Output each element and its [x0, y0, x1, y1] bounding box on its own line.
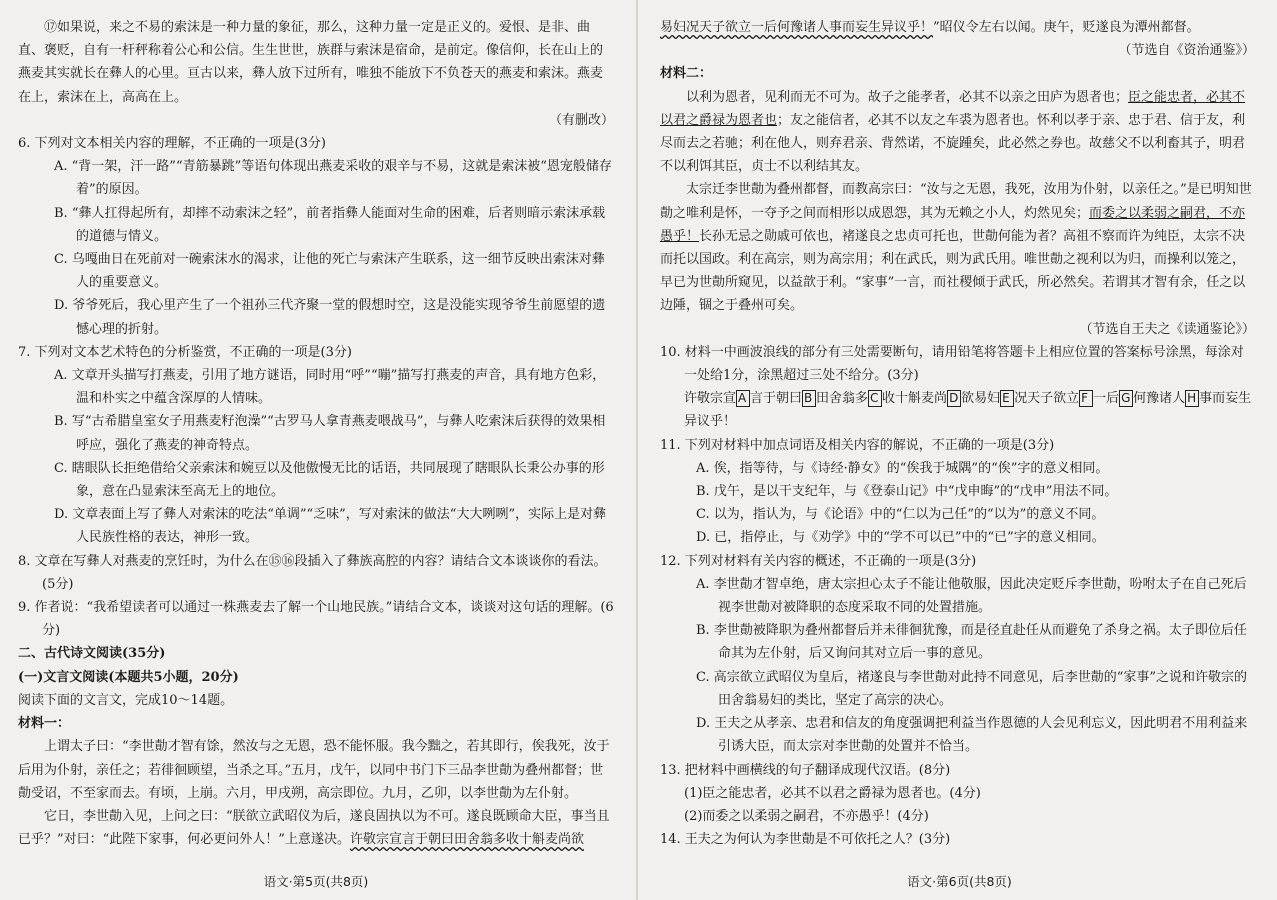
- question-10-sentence: [660, 387, 1255, 433]
- seg-8: 事而: [1199, 391, 1226, 407]
- option-7d: D. 文章表面上写了彝人对索沫的吃法“单调”“乏味”，写对索沫的做法“大大咧咧”，实际上是对彝人民族性格的表达，神形一致。: [54, 507, 607, 546]
- material-1-para-2-text: 它日，李世勣入见，上问之曰：“朕欲立武昭仪为后，遂良固执以为不可。遂良既顾命大臣，事当且已乎？”对曰：“此陛下家事，何必更问外人！”上意遂决。: [18, 808, 610, 848]
- option-7b: B. 写“古希腊皇室女子用燕麦籽泡澡”“古罗马人拿青燕麦喂战马”，与彝人吃索沫后获得的效果相呼应，强化了燕麦的神奇特点。: [54, 414, 606, 453]
- instruction: 阅读下面的文言文，完成10～14题。: [18, 692, 234, 708]
- question-14: 14. 王夫之为何认为李世勣是不可依托之人？(3分): [660, 832, 951, 848]
- seg-4: 欲易妇: [961, 391, 1001, 407]
- m2p2-text-a: 太宗迁李世勣为叠州都督，而教高宗曰：“汝与之无恩，我死，汝用为仆射，以亲任之。”是已明知世勣之唯利是怀，一夺予之间而相形以成恩怨，其为无赖之小人，灼然见矣；: [660, 182, 1252, 221]
- material-2-label: 材料二：: [660, 66, 713, 82]
- option-11a: A. 俟，指等待，与《诗经·静女》的“俟我于城隅”的“俟”字的意义相同。: [696, 460, 1109, 476]
- page-divider: [636, 0, 638, 900]
- seg-6: 一后: [1093, 391, 1120, 407]
- m2p1-text-c: ；友之能信者，必其不以友之车裘为恩者也。怀利以孝于亲、忠于君、信于友，利尽而去之若驰；利在他人，则弃君亲、背然诺，不旋踵矣，此必然之券也。故慈父不以利畜其子，明君不以利饵其臣，贞士不以利结其友。: [660, 112, 1246, 175]
- option-6b: B. “彝人扛得起所有，却摔不动索沫之轻”，前者指彝人能面对生命的困难，后者则暗示索沫承载的道德与情义。: [54, 205, 606, 244]
- seg-7: 何豫诸人: [1133, 391, 1186, 407]
- option-11c: C. 以为，指认为，与《论语》中的“仁以为己任”的“以为”的意义不同。: [696, 507, 1105, 523]
- source-2: （节选自王夫之《读通鉴论》）: [1079, 321, 1255, 337]
- page-footer-left: 语文·第5页(共8页): [263, 874, 369, 889]
- seg-0: 许敬宗宣: [684, 391, 737, 407]
- mark-c[interactable]: C: [868, 390, 882, 407]
- option-11b: B. 戊午，是以干支纪年，与《登泰山记》中“戊申晦”的“戊申”用法不同。: [696, 484, 1118, 500]
- page-6: [642, 0, 1277, 900]
- material-2-para-1: [660, 86, 1255, 179]
- material-2-para-2: [660, 178, 1255, 317]
- material-1-continuation: [660, 16, 1255, 39]
- page-5: [0, 0, 632, 900]
- seg-9: 妄生异议乎！: [684, 391, 1252, 430]
- option-7a: A. 文章开头描写打燕麦，引用了地方谜语，同时用“呼”“嘣”描写打燕麦的声音，具有地方色彩，温和朴实之中蕴含深厚的人情味。: [54, 368, 606, 407]
- material-1-label: 材料一：: [18, 716, 71, 732]
- mark-b[interactable]: B: [802, 390, 816, 407]
- option-6a: A. “背一架，汗一路”“青筋暴跳”等语句体现出燕麦采收的艰辛与不易，这就是索沫被“恩宠般储存着”的原因。: [54, 159, 612, 198]
- m2p2-text-c: 长孙无忌之勋戚可依也，褚遂良之忠贞可托也，世勣何能为者？高祖不察而许为纯臣，太宗不决而托以国政。利在高宗，则为高宗用；利在武氏，则为武氏用。唯世勣之视利以为归，而操利以笼之，早已为世勣所窥见，以益歆于利。“家事”一言，而社稷倾于武氏，所必然矣。若谓其才智有余，任之以边陲，锢之于叠州可矣。: [660, 228, 1246, 314]
- wavy-underlined-continuation: 易妇况天子欲立一后何豫诸人事而妄生异议乎！: [660, 20, 934, 35]
- question-12: 12. 下列对材料有关内容的概述，不正确的一项是(3分): [660, 553, 977, 569]
- question-10: 10. 材料一中画波浪线的部分有三处需要断句，请用铅笔将答题卡上相应位置的答案标号涂黑，每涂对一处给1分，涂黑超过三处不给分。(3分): [660, 344, 1244, 384]
- option-6c: C. 乌嘎曲日在死前对一碗索沫水的渴求，让他的死亡与索沫产生联系，这一细节反映出索沫对彝人的重要意义。: [54, 252, 605, 291]
- paragraph-17: ⑰如果说，来之不易的索沫是一种力量的象征，那么，这种力量一定是正义的。爱恨、是非、曲直、褒贬，自有一杆秤称着公心和公信。生生世世，族群与索沫是宿命，是前定。像信仰，长在山上的燕麦其实就长在彝人的心里。亘古以来，彝人放下过所有，唯独不能放下不负苍天的燕麦和索沫。燕麦在上，索沫在上，高高在上。: [18, 20, 604, 105]
- question-8: 8. 文章在写彝人对燕麦的烹饪时，为什么在⑮⑯段插入了彝族高腔的内容？请结合文本谈谈你的看法。(5分): [18, 553, 607, 592]
- question-11: 11. 下列对材料中加点词语及相关内容的解说，不正确的一项是(3分): [660, 437, 1055, 453]
- seg-1: 言于朝曰: [750, 391, 803, 407]
- option-7c: C. 瞎眼队长拒绝借给父亲索沫和婉豆以及他傲慢无比的话语，共同展现了瞎眼队长秉公办事的形象，意在凸显索沫至高无上的地位。: [54, 460, 605, 500]
- question-13-part-2: (2)而委之以柔弱之嗣君，不亦愚乎！(4分): [684, 808, 929, 824]
- mark-d[interactable]: D: [947, 390, 961, 407]
- mark-e[interactable]: E: [1000, 390, 1014, 407]
- material-1-para-2: [18, 805, 614, 851]
- section-2-heading: 二、古代诗文阅读(35分): [18, 646, 166, 662]
- seg-2: 田舍翁多: [816, 391, 869, 407]
- m2p1-text-a: 以利为恩者，见利而无不可为。故子之能孝者，必其不以亲之田庐为恩者也；: [686, 89, 1129, 105]
- option-12c: C. 高宗欲立武昭仪为皇后，褚遂良与李世勣对此持不同意见，后李世勣的“家事”之说和许敬宗的田舍翁易妇的类比，坚定了高宗的决心。: [696, 669, 1248, 708]
- option-12b: B. 李世勣被降职为叠州都督后并未徘徊犹豫，而是径直赴任从而避免了杀身之祸。太子即位后任命其为左仆射，后又询问其对立后一事的意见。: [696, 623, 1247, 662]
- question-13: 13. 把材料中画横线的句子翻译成现代汉语。(8分): [660, 762, 951, 778]
- question-9: 9. 作者说：“我希望读者可以通过一株燕麦去了解一个山地民族。”请结合文本，谈谈对这句话的理解。(6分): [18, 600, 614, 639]
- mark-a[interactable]: A: [736, 390, 750, 407]
- seg-5: 况天子欲立: [1014, 391, 1080, 407]
- section-2a-heading: (一)文言文阅读(本题共5小题，20分): [18, 669, 239, 685]
- option-12d: D. 王夫之从孝亲、忠君和信友的角度强调把利益当作恩德的人会见利忘义，因此明君不用利益来引诱大臣，而太宗对李世勣的处置并不恰当。: [696, 716, 1248, 755]
- mark-g[interactable]: G: [1119, 390, 1133, 407]
- question-7: 7. 下列对文本艺术特色的分析鉴赏，不正确的一项是(3分): [18, 344, 352, 360]
- option-6d: D. 爷爷死后，我心里产生了一个祖孙三代齐聚一堂的假想时空，这是没能实现爷爷生前愿望的遗憾心理的折射。: [54, 298, 606, 337]
- continuation-text: ”昭仪令左右以闻。庚午，贬遂良为潭州都督。: [933, 20, 1200, 35]
- wavy-underlined-sentence: 许敬宗宣言于朝曰田舍翁多收十斛麦尚欲: [349, 832, 584, 848]
- underlined-sentence-1: 臣之能忠者，必其不以君之爵禄为恩者也: [660, 89, 1246, 128]
- source-note: （有删改）: [548, 112, 614, 128]
- option-11d: D. 已，指停止，与《劝学》中的“学不可以已”中的“已”字的意义相同。: [696, 530, 1105, 546]
- option-12a: A. 李世勣才智卓绝，唐太宗担心太子不能让他敬服，因此决定贬斥李世勣，吩咐太子在自己死后视李世勣对被降职的态度采取不同的处置措施。: [696, 576, 1247, 616]
- question-13-part-1: (1)臣之能忠者，必其不以君之爵禄为恩者也。(4分): [684, 785, 981, 801]
- question-6: 6. 下列对文本相关内容的理解，不正确的一项是(3分): [18, 136, 326, 152]
- mark-f[interactable]: F: [1079, 390, 1093, 407]
- page-footer-right: 语文·第6页(共8页): [907, 874, 1012, 889]
- material-1-para-1: 上谓太子曰：“李世勣才智有馀，然汝与之无恩，恐不能怀服。我今黜之，若其即行，俟我死，汝于后用为仆射，亲任之；若徘徊顾望，当杀之耳。”五月，戊午，以同中书门下三品李世勣为叠州都督；世勣受诏，不至家而去。有顷，上崩。六月，甲戌朔，高宗即位。九月，乙卯，以李世勣为左仆射。: [18, 739, 610, 801]
- underlined-sentence-2: 而委之以柔弱之嗣君，不亦愚乎！: [660, 205, 1246, 244]
- seg-3: 收十斛麦尚: [882, 391, 948, 407]
- mark-h[interactable]: H: [1185, 390, 1199, 407]
- source-1: （节选自《资治通鉴》）: [1118, 43, 1255, 59]
